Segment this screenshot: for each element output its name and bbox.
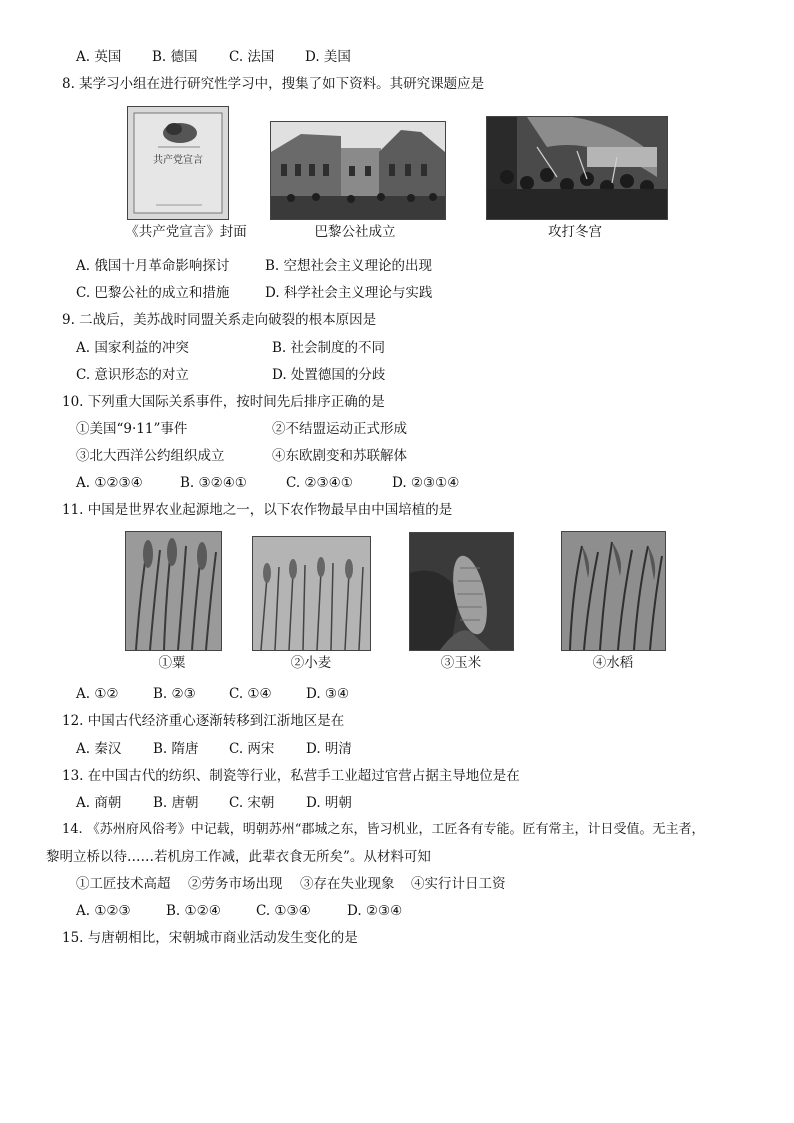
q12-option-b[interactable]: B. 隋唐	[153, 741, 199, 757]
paris-commune-image	[270, 121, 446, 220]
q8-caption-1: 《共产党宣言》封面	[125, 224, 247, 240]
q14-stem-line-2: 黎明立桥以待……若机房工作减，此辈衣食无所矣”。从材料可知	[46, 849, 431, 865]
manifesto-cover-image	[127, 106, 229, 220]
q8-option-a[interactable]: A. 俄国十月革命影响探讨	[76, 258, 230, 274]
q13-option-c[interactable]: C. 宋朝	[229, 795, 275, 811]
q11-option-d[interactable]: D. ③④	[306, 686, 350, 702]
q14-item-4: ④实行计日工资	[411, 876, 506, 892]
storming-winter-palace-image	[486, 116, 668, 220]
q10-item-2: ②不结盟运动正式形成	[272, 421, 407, 437]
q9-option-a[interactable]: A. 国家利益的冲突	[76, 340, 189, 356]
q14-item-1: ①工匠技术高超	[76, 876, 171, 892]
q9-option-c[interactable]: C. 意识形态的对立	[76, 367, 189, 383]
q13-option-b[interactable]: B. 唐朝	[153, 795, 199, 811]
q15-stem: 15. 与唐朝相比，宋朝城市商业活动发生变化的是	[62, 930, 358, 946]
q11-stem: 11. 中国是世界农业起源地之一，以下农作物最早由中国培植的是	[62, 502, 453, 518]
q14-option-c[interactable]: C. ①③④	[256, 903, 311, 919]
q7-option-c[interactable]: C. 法国	[229, 49, 275, 65]
q14-item-3: ③存在失业现象	[300, 876, 395, 892]
q12-option-c[interactable]: C. 两宋	[229, 741, 275, 757]
q7-option-a[interactable]: A. 英国	[76, 49, 122, 65]
q9-stem: 9. 二战后，美苏战时同盟关系走向破裂的根本原因是	[62, 312, 377, 328]
q11-caption-2: ②小麦	[290, 655, 332, 671]
q11-option-a[interactable]: A. ①②	[76, 686, 119, 702]
corn-image	[409, 532, 514, 651]
q10-option-a[interactable]: A. ①②③④	[76, 475, 143, 491]
q12-option-d[interactable]: D. 明清	[306, 741, 352, 757]
q11-option-b[interactable]: B. ②③	[153, 686, 196, 702]
q8-option-c[interactable]: C. 巴黎公社的成立和措施	[76, 285, 230, 301]
q7-option-d[interactable]: D. 美国	[305, 49, 351, 65]
q8-stem: 8. 某学习小组在进行研究性学习中，搜集了如下资料。其研究课题应是	[62, 76, 485, 92]
q14-option-b[interactable]: B. ①②④	[166, 903, 221, 919]
q13-stem: 13. 在中国古代的纺织、制瓷等行业，私营手工业超过官营占据主导地位是在	[62, 768, 520, 784]
q8-option-b[interactable]: B. 空想社会主义理论的出现	[265, 258, 433, 274]
q14-option-d[interactable]: D. ②③④	[347, 903, 403, 919]
q13-option-d[interactable]: D. 明朝	[306, 795, 352, 811]
millet-image	[125, 531, 222, 651]
q10-item-1: ①美国“9·11”事件	[76, 421, 188, 437]
q10-item-4: ④东欧剧变和苏联解体	[272, 448, 407, 464]
q14-item-2: ②劳务市场出现	[188, 876, 283, 892]
q13-option-a[interactable]: A. 商朝	[76, 795, 122, 811]
q9-option-b[interactable]: B. 社会制度的不同	[272, 340, 386, 356]
q7-option-b[interactable]: B. 德国	[152, 49, 198, 65]
q10-item-3: ③北大西洋公约组织成立	[76, 448, 225, 464]
q14-stem-line-1: 14. 《苏州府风俗考》中记载，明朝苏州“郡城之东，皆习机业，工匠各有专能。匠有常主，计日受值。无主者，	[62, 822, 705, 837]
q10-option-c[interactable]: C. ②③④①	[286, 475, 353, 491]
q10-option-b[interactable]: B. ③②④①	[180, 475, 247, 491]
q12-option-a[interactable]: A. 秦汉	[76, 741, 122, 757]
q11-caption-3: ③玉米	[440, 655, 482, 671]
q10-option-d[interactable]: D. ②③①④	[392, 475, 460, 491]
q10-stem: 10. 下列重大国际关系事件，按时间先后排序正确的是	[62, 394, 385, 410]
q14-option-a[interactable]: A. ①②③	[76, 903, 131, 919]
wheat-image	[252, 536, 371, 651]
q8-caption-2: 巴黎公社成立	[314, 224, 396, 240]
q12-stem: 12. 中国古代经济重心逐渐转移到江浙地区是在	[62, 713, 345, 729]
manifesto-cover-title: 共产党宣言	[153, 155, 203, 166]
q11-caption-4: ④水稻	[592, 655, 634, 671]
q8-option-d[interactable]: D. 科学社会主义理论与实践	[265, 285, 433, 301]
q11-option-c[interactable]: C. ①④	[229, 686, 272, 702]
rice-image	[561, 531, 666, 651]
q8-caption-3: 攻打冬宫	[548, 224, 602, 240]
q11-caption-1: ①粟	[158, 655, 186, 671]
q9-option-d[interactable]: D. 处置德国的分歧	[272, 367, 386, 383]
